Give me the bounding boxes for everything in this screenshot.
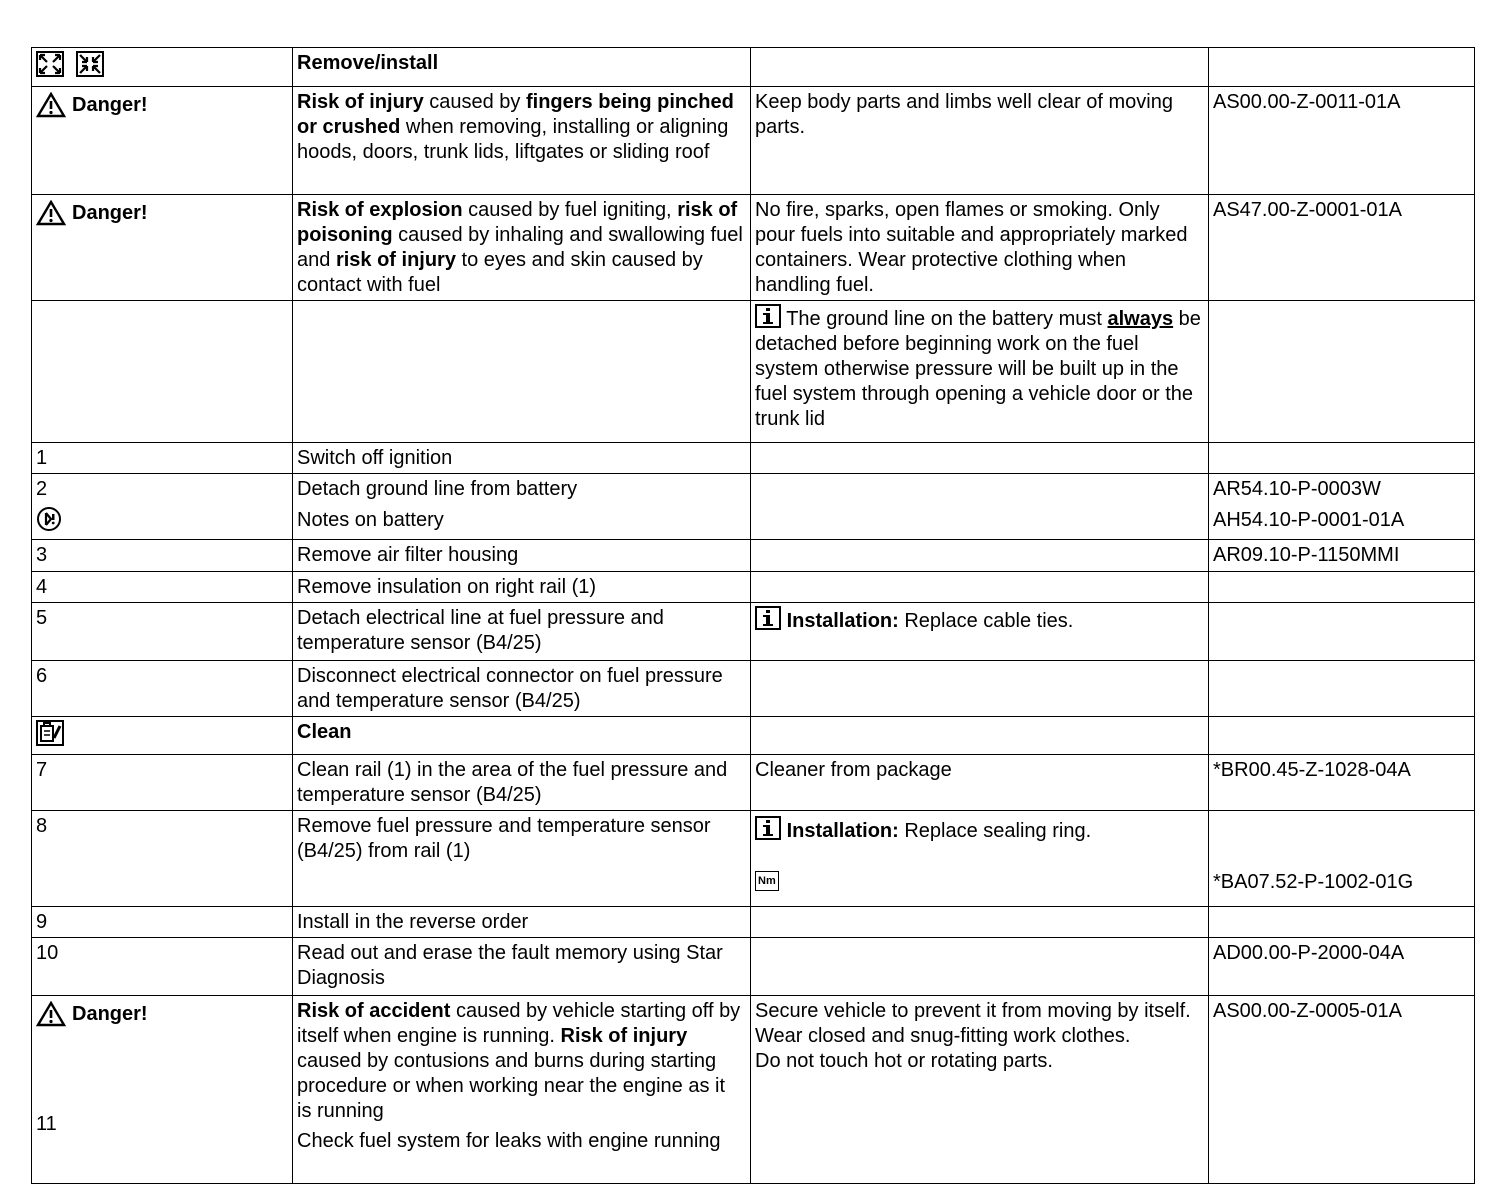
step-row [32, 938, 1475, 996]
body-text: caused by fuel igniting, [462, 199, 678, 221]
step-row [32, 603, 1475, 661]
warning-triangle-icon [36, 92, 66, 118]
step-text: Detach electrical line at fuel pressure and temperature sensor (B4/25) [293, 603, 751, 661]
torque-icon: Nm [755, 866, 1203, 891]
installation-note: Installation: Replace sealing ring. [755, 816, 1203, 844]
info-note: The ground line on the battery must always be detached before beginning work on the fuel system otherwise pressure will be built up in the fuel system through opening a vehicle door or the trunk lid [751, 301, 1209, 443]
body-text: caused by [423, 91, 526, 113]
remove-install-icons [32, 48, 293, 87]
hazard-row [32, 195, 1475, 301]
step-measure: Cleaner from package [751, 755, 1209, 811]
body-text: when removing, installing or aligning hoods, doors, trunk lids, liftgates or sliding roof [297, 116, 729, 163]
step-row [32, 474, 1475, 540]
step-text: Clean rail (1) in the area of the fuel pressure and temperature sensor (B4/25) [293, 755, 751, 811]
step-number: 8 [32, 811, 293, 907]
emphasis-text: Risk of injury [560, 1025, 688, 1047]
emphasis-text: Risk of accident [297, 1000, 451, 1022]
step-number: 11 [36, 1113, 57, 1135]
hazard-measure: No fire, sparks, open flames or smoking. Only pour fuels into suitable and appropriately marked containers. Wear protective clothing when handling fuel. [751, 195, 1209, 301]
warning-triangle-icon [36, 200, 66, 226]
section-title: Clean [293, 717, 751, 755]
warning-triangle-icon [36, 1001, 66, 1027]
emphasis-always: always [1107, 308, 1174, 330]
info-icon [755, 816, 781, 840]
hazard-description [293, 195, 751, 301]
step-reference: AR54.10-P-0003W [1213, 478, 1381, 500]
step-text: Remove insulation on right rail (1) [293, 572, 751, 603]
danger-label: Danger! [36, 200, 148, 226]
step-reference: *BR00.45-Z-1028-04A [1209, 755, 1475, 811]
hazard-reference: AS47.00-Z-0001-01A [1209, 195, 1475, 301]
info-note-row [32, 301, 1475, 443]
hazard-row [32, 996, 1475, 1184]
step-reference: *BA07.52-P-1002-01G [1213, 871, 1414, 893]
installation-note: Installation: Replace cable ties. [751, 603, 1209, 661]
section-title: Remove/install [293, 48, 751, 87]
step-row [32, 572, 1475, 603]
step-row [32, 907, 1475, 938]
step-number: 6 [32, 661, 293, 717]
step-text: Install in the reverse order [293, 907, 751, 938]
clean-icon [36, 720, 64, 746]
step-text: Check fuel system for leaks with engine running [297, 1130, 721, 1152]
emphasis-text: Risk of injury [297, 91, 424, 113]
step-text: Remove air filter housing [293, 540, 751, 572]
hazard-reference: AS00.00-Z-0011-01A [1209, 87, 1475, 195]
hazard-measure: Secure vehicle to prevent it from moving by itself. Wear closed and snug-fitting work clothes. Do not touch hot or rotating parts. [751, 996, 1209, 1184]
step-number: 1 [32, 443, 293, 474]
hazard-description [293, 87, 751, 195]
step-row [32, 540, 1475, 572]
step-row [32, 443, 1475, 474]
step-row [32, 661, 1475, 717]
procedure-table [31, 47, 1475, 1184]
install-icon [76, 51, 104, 77]
step-row [32, 755, 1475, 811]
emphasis-text: fingers being pinched or crushed [297, 91, 734, 138]
step-number: 10 [32, 938, 293, 996]
emphasis-text: risk of injury [335, 249, 456, 271]
step-text: Remove fuel pressure and temperature sensor (B4/25) from rail (1) [293, 811, 751, 907]
emphasis-text: risk of poisoning [297, 199, 738, 246]
body-text: to eyes and skin caused by contact with fuel [297, 249, 703, 296]
step-number: 7 [32, 755, 293, 811]
section-header-row [32, 717, 1475, 755]
section-header-row [32, 48, 1475, 87]
step-text: Detach ground line from battery [297, 478, 578, 500]
danger-label: Danger! [36, 92, 148, 118]
hazard-row [32, 87, 1475, 195]
emphasis-text: Risk of explosion [297, 199, 463, 221]
hazard-reference: AS00.00-Z-0005-01A [1209, 996, 1475, 1184]
step-reference: AD00.00-P-2000-04A [1209, 938, 1475, 996]
step-row [32, 811, 1475, 907]
step-text: Read out and erase the fault memory using Star Diagnosis [293, 938, 751, 996]
body-text: caused by vehicle starting off by itself when engine is running. [297, 1000, 741, 1047]
step-number: 4 [32, 572, 293, 603]
step-number: 9 [32, 907, 293, 938]
hazard-measure: Keep body parts and limbs well clear of moving parts. [751, 87, 1209, 195]
step-reference: AR09.10-P-1150MMI [1209, 540, 1475, 572]
step-number: 5 [32, 603, 293, 661]
remove-icon [36, 51, 64, 77]
notes-icon [36, 506, 62, 532]
note-text: Notes on battery [297, 509, 444, 531]
body-text: caused by inhaling and swallowing fuel and [297, 224, 743, 271]
info-icon [755, 606, 781, 630]
info-icon [755, 304, 781, 328]
step-text: Switch off ignition [293, 443, 751, 474]
body-text: caused by contusions and burns during starting procedure or when working near the engine as it is running [297, 1050, 726, 1122]
step-number: 2 [36, 478, 48, 500]
step-number: 3 [32, 540, 293, 572]
danger-label: Danger! [36, 1001, 148, 1027]
note-reference: AH54.10-P-0001-01A [1213, 509, 1405, 531]
step-text: Disconnect electrical connector on fuel pressure and temperature sensor (B4/25) [293, 661, 751, 717]
hazard-description [297, 999, 745, 1124]
